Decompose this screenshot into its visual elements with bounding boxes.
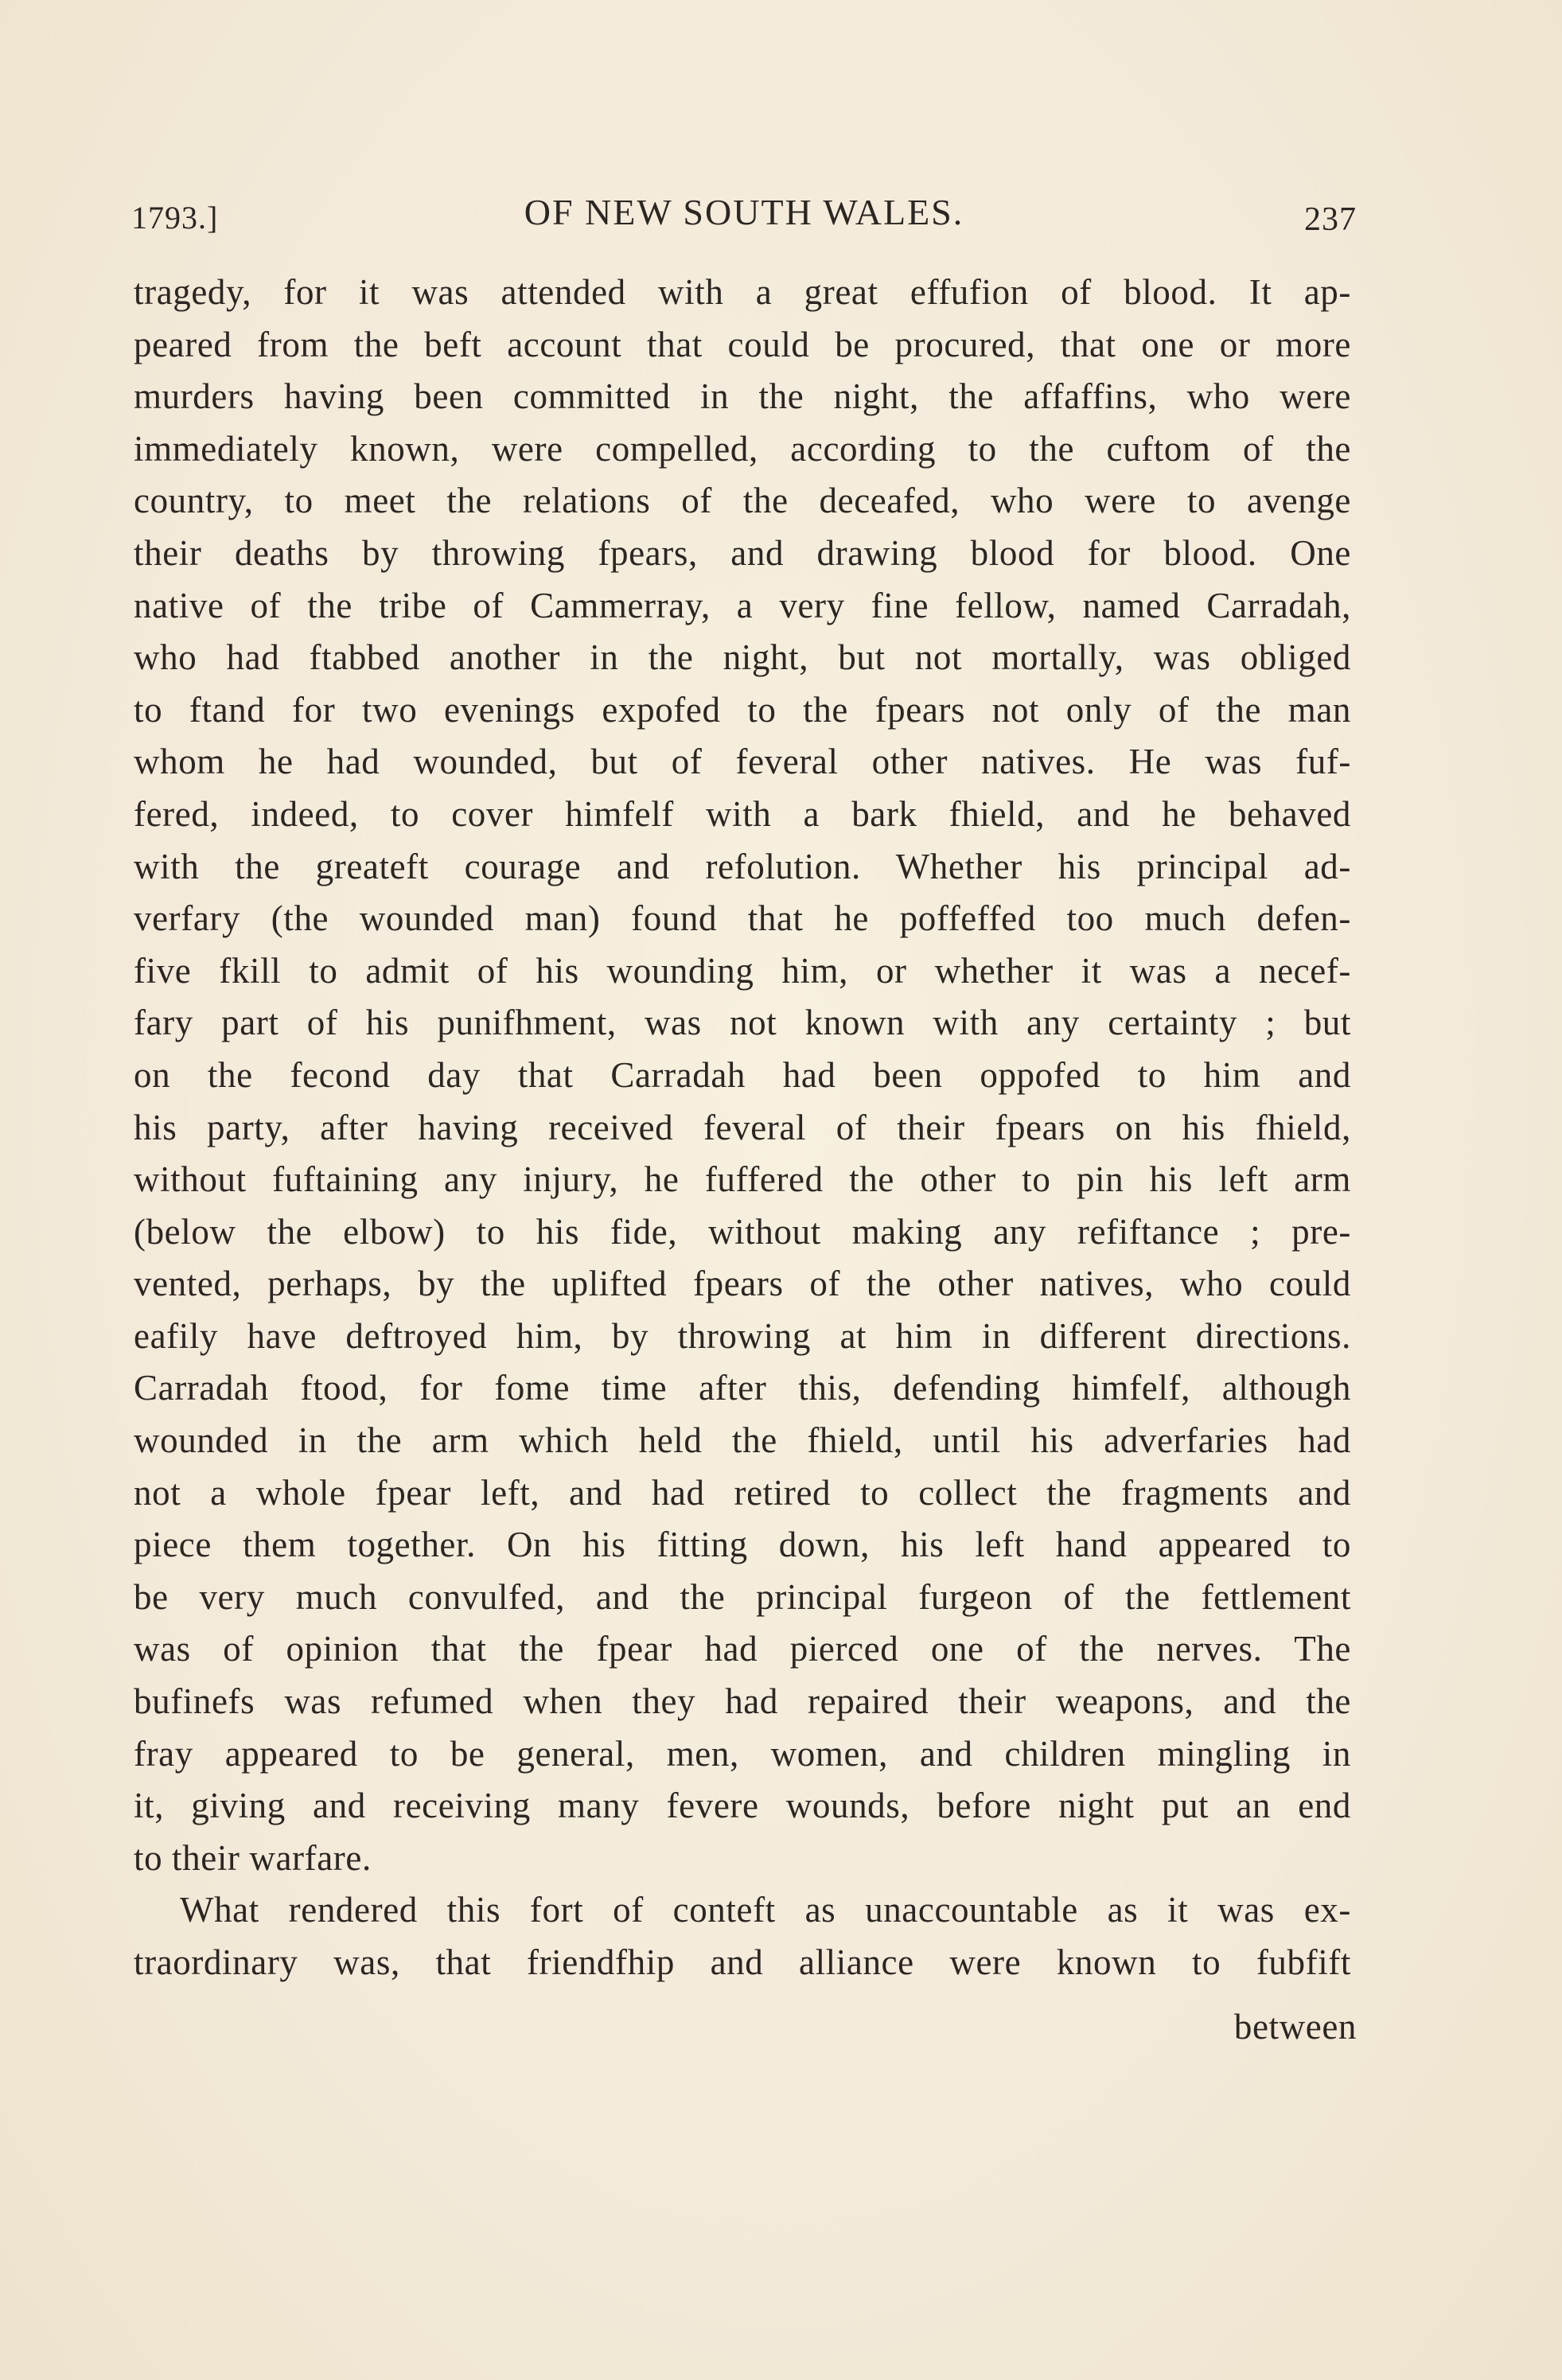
text-line: be very much convulfed, and the principal furgeon of the fettlement bbox=[134, 1576, 1351, 1617]
text-line: immediately known, were compelled, according to the cuftom of the bbox=[134, 428, 1351, 469]
text-line: not a whole fpear left, and had retired to collect the fragments and bbox=[134, 1472, 1351, 1513]
text-line: traordinary was, that friendfhip and alliance were known to fubfift bbox=[134, 1942, 1351, 1982]
text-line: it, giving and receiving many fevere wounds, before night put an end bbox=[134, 1786, 1351, 1826]
paragraph bbox=[134, 267, 1351, 1884]
text-line: bufinefs was refumed when they had repaired their weapons, and the bbox=[134, 1681, 1351, 1722]
text-line: tragedy, for it was attended with a great effufion of blood. It ap- bbox=[134, 272, 1351, 312]
body-text bbox=[134, 267, 1351, 1989]
text-line: country, to meet the relations of the deceafed, who were to avenge bbox=[134, 481, 1351, 521]
text-line: (below the elbow) to his fide, without making any refiftance ; pre- bbox=[134, 1211, 1351, 1252]
header-title: OF NEW SOUTH WALES. bbox=[524, 192, 964, 232]
paragraph bbox=[134, 1884, 1351, 1989]
text-line: their deaths by throwing fpears, and drawing blood for blood. One bbox=[134, 532, 1351, 573]
text-line: whom he had wounded, but of feveral other natives. He was fuf- bbox=[134, 742, 1351, 782]
text-line: peared from the beft account that could be procured, that one or more bbox=[134, 324, 1351, 364]
text-line: fray appeared to be general, men, women, and children mingling in bbox=[134, 1733, 1351, 1774]
page-number: 237 bbox=[1304, 201, 1357, 238]
text-line: wounded in the arm which held the fhield, until his adverfaries had bbox=[134, 1420, 1351, 1461]
text-line: was of opinion that the fpear had pierced one of the nerves. The bbox=[134, 1629, 1351, 1669]
running-header bbox=[131, 185, 1357, 240]
text-line: What rendered this fort of conteft as unaccountable as it was ex- bbox=[180, 1890, 1351, 1930]
catchword: between bbox=[1233, 2007, 1357, 2047]
text-line: to their warfare. bbox=[134, 1837, 372, 1878]
header-year: 1793.] bbox=[131, 200, 219, 236]
text-line: to ftand for two evenings expofed to the fpears not only of the man bbox=[134, 689, 1351, 730]
text-line: with the greateft courage and refolution. Whether his principal ad- bbox=[134, 846, 1351, 886]
text-line: fary part of his punifhment, was not known with any certainty ; but bbox=[134, 1003, 1351, 1043]
text-line: native of the tribe of Cammerray, a very fine fellow, named Carradah, bbox=[134, 585, 1351, 625]
text-line: vented, perhaps, by the uplifted fpears of the other natives, who could bbox=[134, 1264, 1351, 1304]
text-line: eafily have deftroyed him, by throwing at him in different directions. bbox=[134, 1315, 1351, 1356]
text-line: without fuftaining any injury, he fuffered the other to pin his left arm bbox=[134, 1159, 1351, 1200]
text-line: fered, indeed, to cover himfelf with a bark fhield, and he behaved bbox=[134, 793, 1351, 834]
text-line: five fkill to admit of his wounding him, or whether it was a necef- bbox=[134, 950, 1351, 991]
text-line: on the fecond day that Carradah had been oppofed to him and bbox=[134, 1054, 1351, 1095]
text-line: piece them together. On his fitting down, his left hand appeared to bbox=[134, 1525, 1351, 1565]
text-line: verfary (the wounded man) found that he poffeffed too much defen- bbox=[134, 898, 1351, 939]
text-line: his party, after having received feveral of their fpears on his fhield, bbox=[134, 1107, 1351, 1147]
text-line: murders having been committed in the night, the affaffins, who were bbox=[134, 376, 1351, 417]
text-line: who had ftabbed another in the night, but not mortally, was obliged bbox=[134, 637, 1351, 678]
text-line: Carradah ftood, for fome time after this, defending himfelf, although bbox=[134, 1368, 1351, 1408]
